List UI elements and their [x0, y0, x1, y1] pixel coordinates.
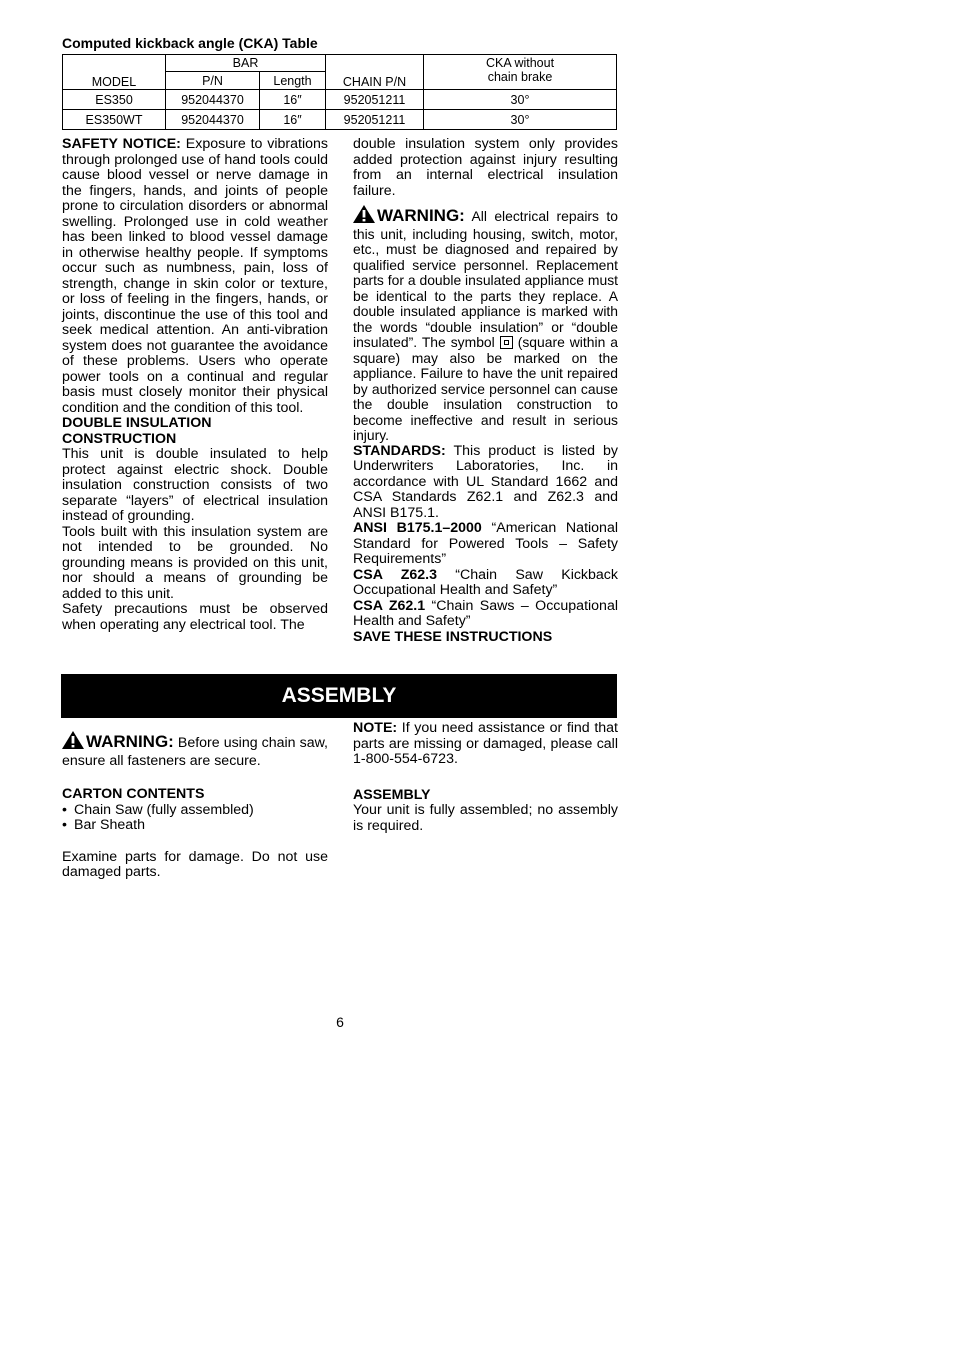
assembly-text: Your unit is fully assembled; no assembly is required. [353, 802, 618, 834]
standards-text: This product is listed by Underwriters Laboratories, Inc. in accordance with UL Standard 1662 and CSA Standards Z62.1 and Z62.3 and ANSI B175.1. [353, 442, 618, 521]
double-insulation-continuation: double insulation system only provides added protection against injury resulting from an internal electrical insulation failure. [353, 136, 618, 199]
carton-contents-list [62, 803, 328, 834]
csa-z621-standard [353, 599, 618, 630]
examine-parts-text: Examine parts for damage. Do not use damaged parts. [62, 848, 328, 880]
cell-bar-pn: 952044370 [166, 90, 260, 110]
left-column [62, 137, 328, 633]
csa-z623-standard [353, 568, 618, 599]
double-insulation-heading: DOUBLE INSULATION CONSTRUCTION [62, 415, 212, 447]
assembly-heading: ASSEMBLY [353, 786, 431, 803]
safety-notice-label: SAFETY NOTICE: [62, 136, 181, 152]
list-item: • Chain Saw (fully assembled) [62, 803, 328, 819]
carton-contents-heading: CARTON CONTENTS [62, 786, 205, 802]
csa-z621-text: “Chain Saws – Occupational Health and Safety” [353, 597, 618, 629]
warning-triangle-icon [353, 205, 375, 227]
ansi-text: “American National Standard for Powered Tools – Safety Requirements” [353, 520, 618, 567]
header-cka-line1: CKA without [485, 56, 555, 70]
save-instructions: SAVE THESE INSTRUCTIONS [353, 628, 553, 645]
table-row [63, 110, 617, 130]
assembly-right-column [353, 721, 618, 834]
warning-text-b: (square within a square) may also be marked on the appliance. Failure to have the unit repaired by authorized service personnel can cause the double insulation construction to become ineffective and result in serious injury. [353, 334, 618, 443]
assembly-banner: ASSEMBLY [61, 674, 617, 718]
safety-notice-text: Exposure to vibrations through prolonged use of hand tools could cause blood vessel or nerve damage in the fingers, hands, and joints of people prone to circulation disorders or abnormal swelling. Prolonged use in cold weather has been linked to blood vessel damage in otherwise healthy people. If symptoms occur such as numbness, pain, loss of strength, change in skin color or texture, or loss of feeling in the fingers, hands, or joints, discontinue the use of this tool and seek medical attention. An anti-vibration system does not guarantee the avoidance of these problems. Users who operate power tools on a continual and regular basis must closely monitor their physical condition and the condition of this tool. [62, 136, 328, 416]
warning-triangle-icon [62, 731, 84, 754]
standards [353, 444, 618, 522]
cell-chain-pn: 952051211 [326, 110, 424, 130]
table-row [63, 90, 617, 110]
note-label: NOTE: [353, 720, 398, 736]
cka-table [62, 54, 617, 130]
warning-text-a: All electrical repairs to this unit, including housing, switch, motor, etc., must be diagnosed and repaired by qualified service personnel. Replacement parts for a double insulated appliance must be identical to the parts they replace. A double insulated appliance is marked with the words “double insulation” or “double insulated”. The symbol [353, 208, 618, 350]
header-chain-pn: CHAIN P/N [326, 55, 424, 90]
assembly-left-column [62, 731, 328, 881]
safety-notice [62, 137, 328, 416]
double-insulation-p1: This unit is double insulated to help protect against electric shock. Double insulation construction consists of two separate “layers” of electrical insulation instead of grounding. [62, 446, 328, 524]
ansi-label: ANSI B175.1–2000 [353, 520, 482, 536]
cell-length: 16″ [260, 110, 326, 130]
cell-model: ES350 [63, 90, 166, 110]
cell-model: ES350WT [63, 110, 166, 130]
double-insulation-p2: Tools built with this insulation system are not intended to be grounded. No grounding means is provided on this unit, nor should a means of grounding be added to this unit. [62, 523, 328, 602]
page-number: 6 [336, 1014, 344, 1030]
header-bar: BAR [166, 55, 326, 72]
table-caption: Computed kickback angle (CKA) Table [62, 35, 318, 51]
header-pn: P/N [166, 72, 260, 90]
assembly-note [353, 721, 618, 768]
header-cka-line2: chain brake [487, 70, 553, 84]
standards-label: STANDARDS: [353, 442, 446, 459]
double-insulation-p3: Safety precautions must be observed when operating any electrical tool. The [62, 601, 328, 633]
ansi-standard [353, 521, 618, 568]
warning-label: WARNING: [86, 732, 174, 751]
csa-z623-label: CSA Z62.3 [353, 566, 437, 583]
double-square-icon [500, 336, 513, 349]
cell-bar-pn: 952044370 [166, 110, 260, 130]
cell-cka: 30° [424, 90, 617, 110]
warning-label: WARNING: [377, 206, 465, 225]
cell-cka: 30° [424, 110, 617, 130]
note-text: If you need assistance or find that parts are missing or damaged, please call 1-800-554-6723. [353, 720, 618, 767]
cell-length: 16″ [260, 90, 326, 110]
cell-chain-pn: 952051211 [326, 90, 424, 110]
list-item: • Bar Sheath [62, 818, 328, 834]
header-model: MODEL [63, 55, 166, 90]
assembly-warning-text: Before using chain saw, ensure all fasteners are secure. [62, 735, 328, 769]
csa-z623-text: “Chain Saw Kickback Occupational Health and Safety” [353, 566, 618, 598]
assembly-warning [62, 731, 328, 769]
csa-z621-label: CSA Z62.1 [353, 597, 426, 614]
header-cka [424, 55, 617, 90]
right-column [353, 137, 618, 645]
header-length: Length [260, 72, 326, 90]
electrical-warning [353, 205, 618, 444]
